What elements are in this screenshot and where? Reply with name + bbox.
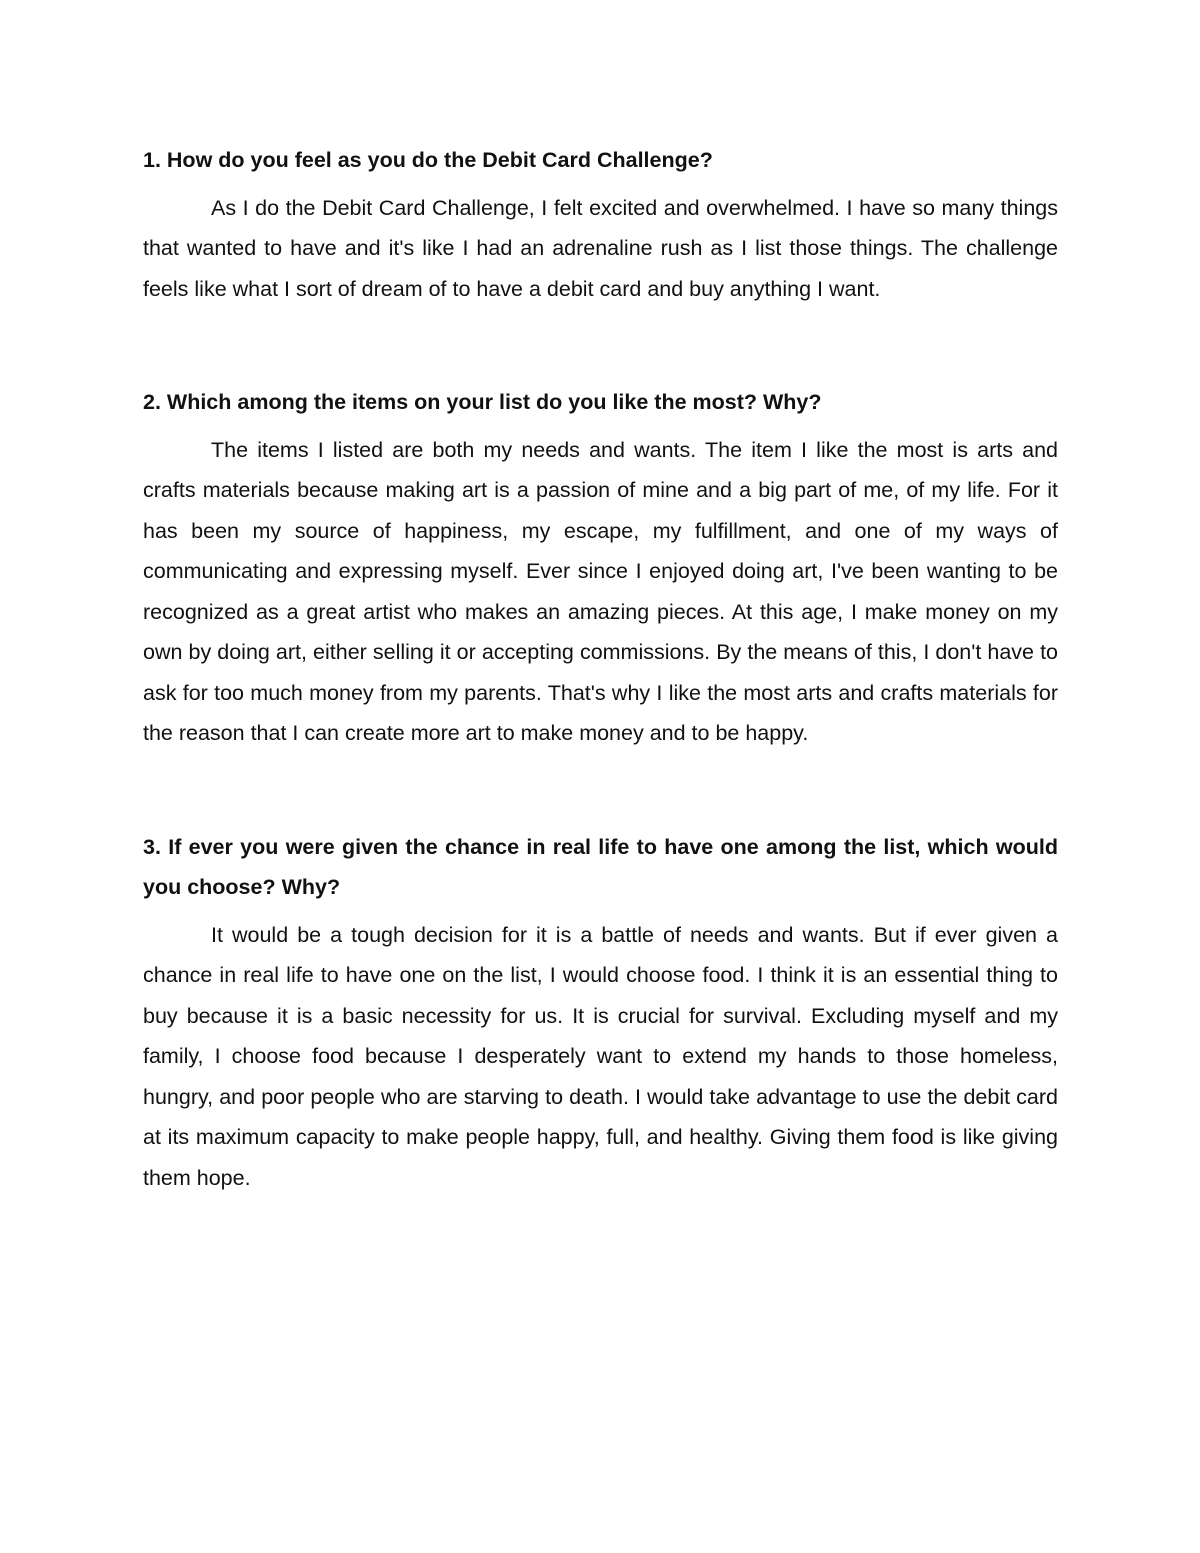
answer-3-paragraph: It would be a tough decision for it is a battle of needs and wants. But if ever given a chance in real life to have one on the list, I would choose food. I think it is an essential thing to buy because it is a basic necessity for us. It is crucial for survival. Excluding myself and my family, I choose food because I desperately want to extend my hands to those homeless, hungry, and poor people who are starving to death. I would take advantage to use the debit card at its maximum capacity to make people happy, full, and healthy. Giving them food is like giving them hope. [143,922,1058,1190]
question-3-heading: 3. If ever you were given the chance in real life to have one among the list, which would you choose? Why? [143,834,1058,899]
question-2-heading: 2. Which among the items on your list do you like the most? Why? [143,390,822,414]
answer-1-paragraph: As I do the Debit Card Challenge, I felt excited and overwhelmed. I have so many things that wanted to have and it's like I had an adrenaline rush as I list those things. The challenge feels like what I sort of dream of to have a debit card and buy anything I want. [143,195,1058,301]
answer-2-paragraph: The items I listed are both my needs and wants. The item I like the most is arts and crafts materials because making art is a passion of mine and a big part of me, of my life. For it has been my source of happiness, my escape, my fulfillment, and one of my ways of communicating and expressing myself. Ever since I enjoyed doing art, I've been wanting to be recognized as a great artist who makes an amazing pieces. At this age, I make money on my own by doing art, either selling it or accepting commissions. By the means of this, I don't have to ask for too much money from my parents. That's why I like the most arts and crafts materials for the reason that I can create more art to make money and to be happy. [143,437,1058,745]
question-1-heading: 1. How do you feel as you do the Debit Card Challenge? [143,148,713,172]
document-body [143,140,1058,1198]
